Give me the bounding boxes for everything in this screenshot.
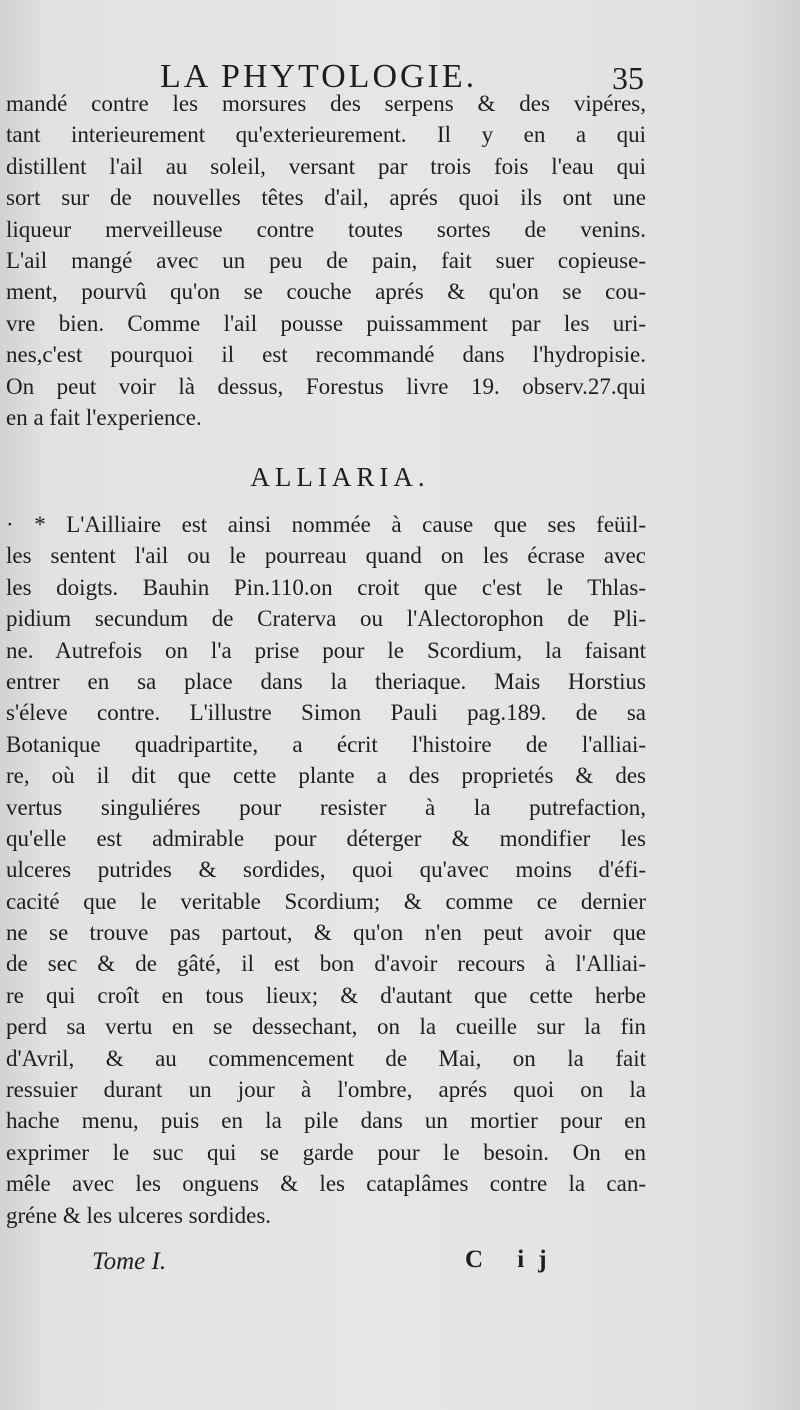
text-line: ulceres putrides & sordides, quoi qu'avec moins d'éfi- [6, 857, 646, 883]
text-line: gréne & les ulceres sordides. [6, 1202, 272, 1228]
text-line: les doigts. Bauhin Pin.110.on croit que c'est le Thlas- [6, 574, 646, 600]
text-line: perd sa vertu en se dessechant, on la cueille sur la fin [6, 1014, 646, 1040]
text-line: L'ail mangé avec un peu de pain, fait suer copieuse- [6, 247, 646, 273]
text-line: tant interieurement qu'exterieurement. Il y en a qui [6, 122, 646, 148]
text-line: hache menu, puis en la pile dans un mortier pour en [6, 1108, 646, 1134]
text-line: Botanique quadripartite, a écrit l'histoire de l'alliai- [6, 731, 646, 757]
text-line: nes,c'est pourquoi il est recommandé dans l'hydropisie. [6, 342, 646, 368]
text-line: ment, pourvû qu'on se couche aprés & qu'on se cou- [6, 279, 646, 305]
text-line: cacité que le veritable Scordium; & comme ce dernier [6, 888, 646, 914]
section-heading [0, 462, 800, 493]
section-heading-text: ALLIARIA. [250, 462, 430, 492]
text-line: mêle avec les onguens & les cataplâmes contre la can- [6, 1171, 646, 1197]
text-line: vertus singuliéres pour resister à la putrefaction, [6, 794, 646, 820]
text-line: s'éleve contre. L'illustre Simon Pauli pag.189. de sa [6, 700, 646, 726]
text-line: On peut voir là dessus, Forestus livre 19. observ.27.qui [6, 373, 646, 399]
text-line: ne. Autrefois on l'a prise pour le Scordium, la faisant [6, 637, 646, 663]
text-block-ail [6, 88, 646, 433]
text-line: entrer en sa place dans la theriaque. Mais Horstius [6, 668, 646, 694]
text-line: d'Avril, & au commencement de Mai, on la fait [6, 1045, 646, 1071]
text-line: exprimer le suc qui se garde pour le besoin. On en [6, 1139, 646, 1165]
running-title: LA PHYTOLOGIE. [160, 58, 478, 95]
text-line: pidium secundum de Craterva ou l'Alectorophon de Pli- [6, 606, 646, 632]
text-line: re qui croît en tous lieux; & d'autant que cette herbe [6, 982, 646, 1008]
page-footer [0, 1248, 800, 1288]
text-line: en a fait l'experience. [6, 404, 202, 430]
signature-mark: C ij [465, 1246, 561, 1273]
text-line: ne se trouve pas partout, & qu'on n'en peut avoir que [6, 920, 646, 946]
text-block-alliaria [6, 509, 646, 1231]
text-line: mandé contre les morsures des serpens & des vipéres, [6, 91, 646, 116]
text-line: re, où il dit que cette plante a des proprietés & des [6, 763, 646, 789]
text-line: ressuier durant un jour à l'ombre, aprés quoi on la [6, 1077, 646, 1103]
text-line: liqueur merveilleuse contre toutes sortes de venins. [6, 216, 646, 242]
text-line: vre bien. Comme l'ail pousse puissamment par les uri- [6, 310, 646, 336]
text-line: sort sur de nouvelles têtes d'ail, aprés quoi ils ont une [6, 185, 646, 211]
text-line: · * L'Ailliaire est ainsi nommée à cause que ses feüil- [6, 512, 646, 537]
text-line: qu'elle est admirable pour déterger & mondifier les [6, 825, 646, 851]
tome-label: Tome I. [92, 1248, 167, 1275]
page-number: 35 [612, 60, 644, 96]
text-line: distillent l'ail au soleil, versant par trois fois l'eau qui [6, 153, 646, 179]
text-line: de sec & de gâté, il est bon d'avoir recours à l'Alliai- [6, 951, 646, 977]
text-line: les sentent l'ail ou le pourreau quand on les écrase avec [6, 543, 646, 569]
